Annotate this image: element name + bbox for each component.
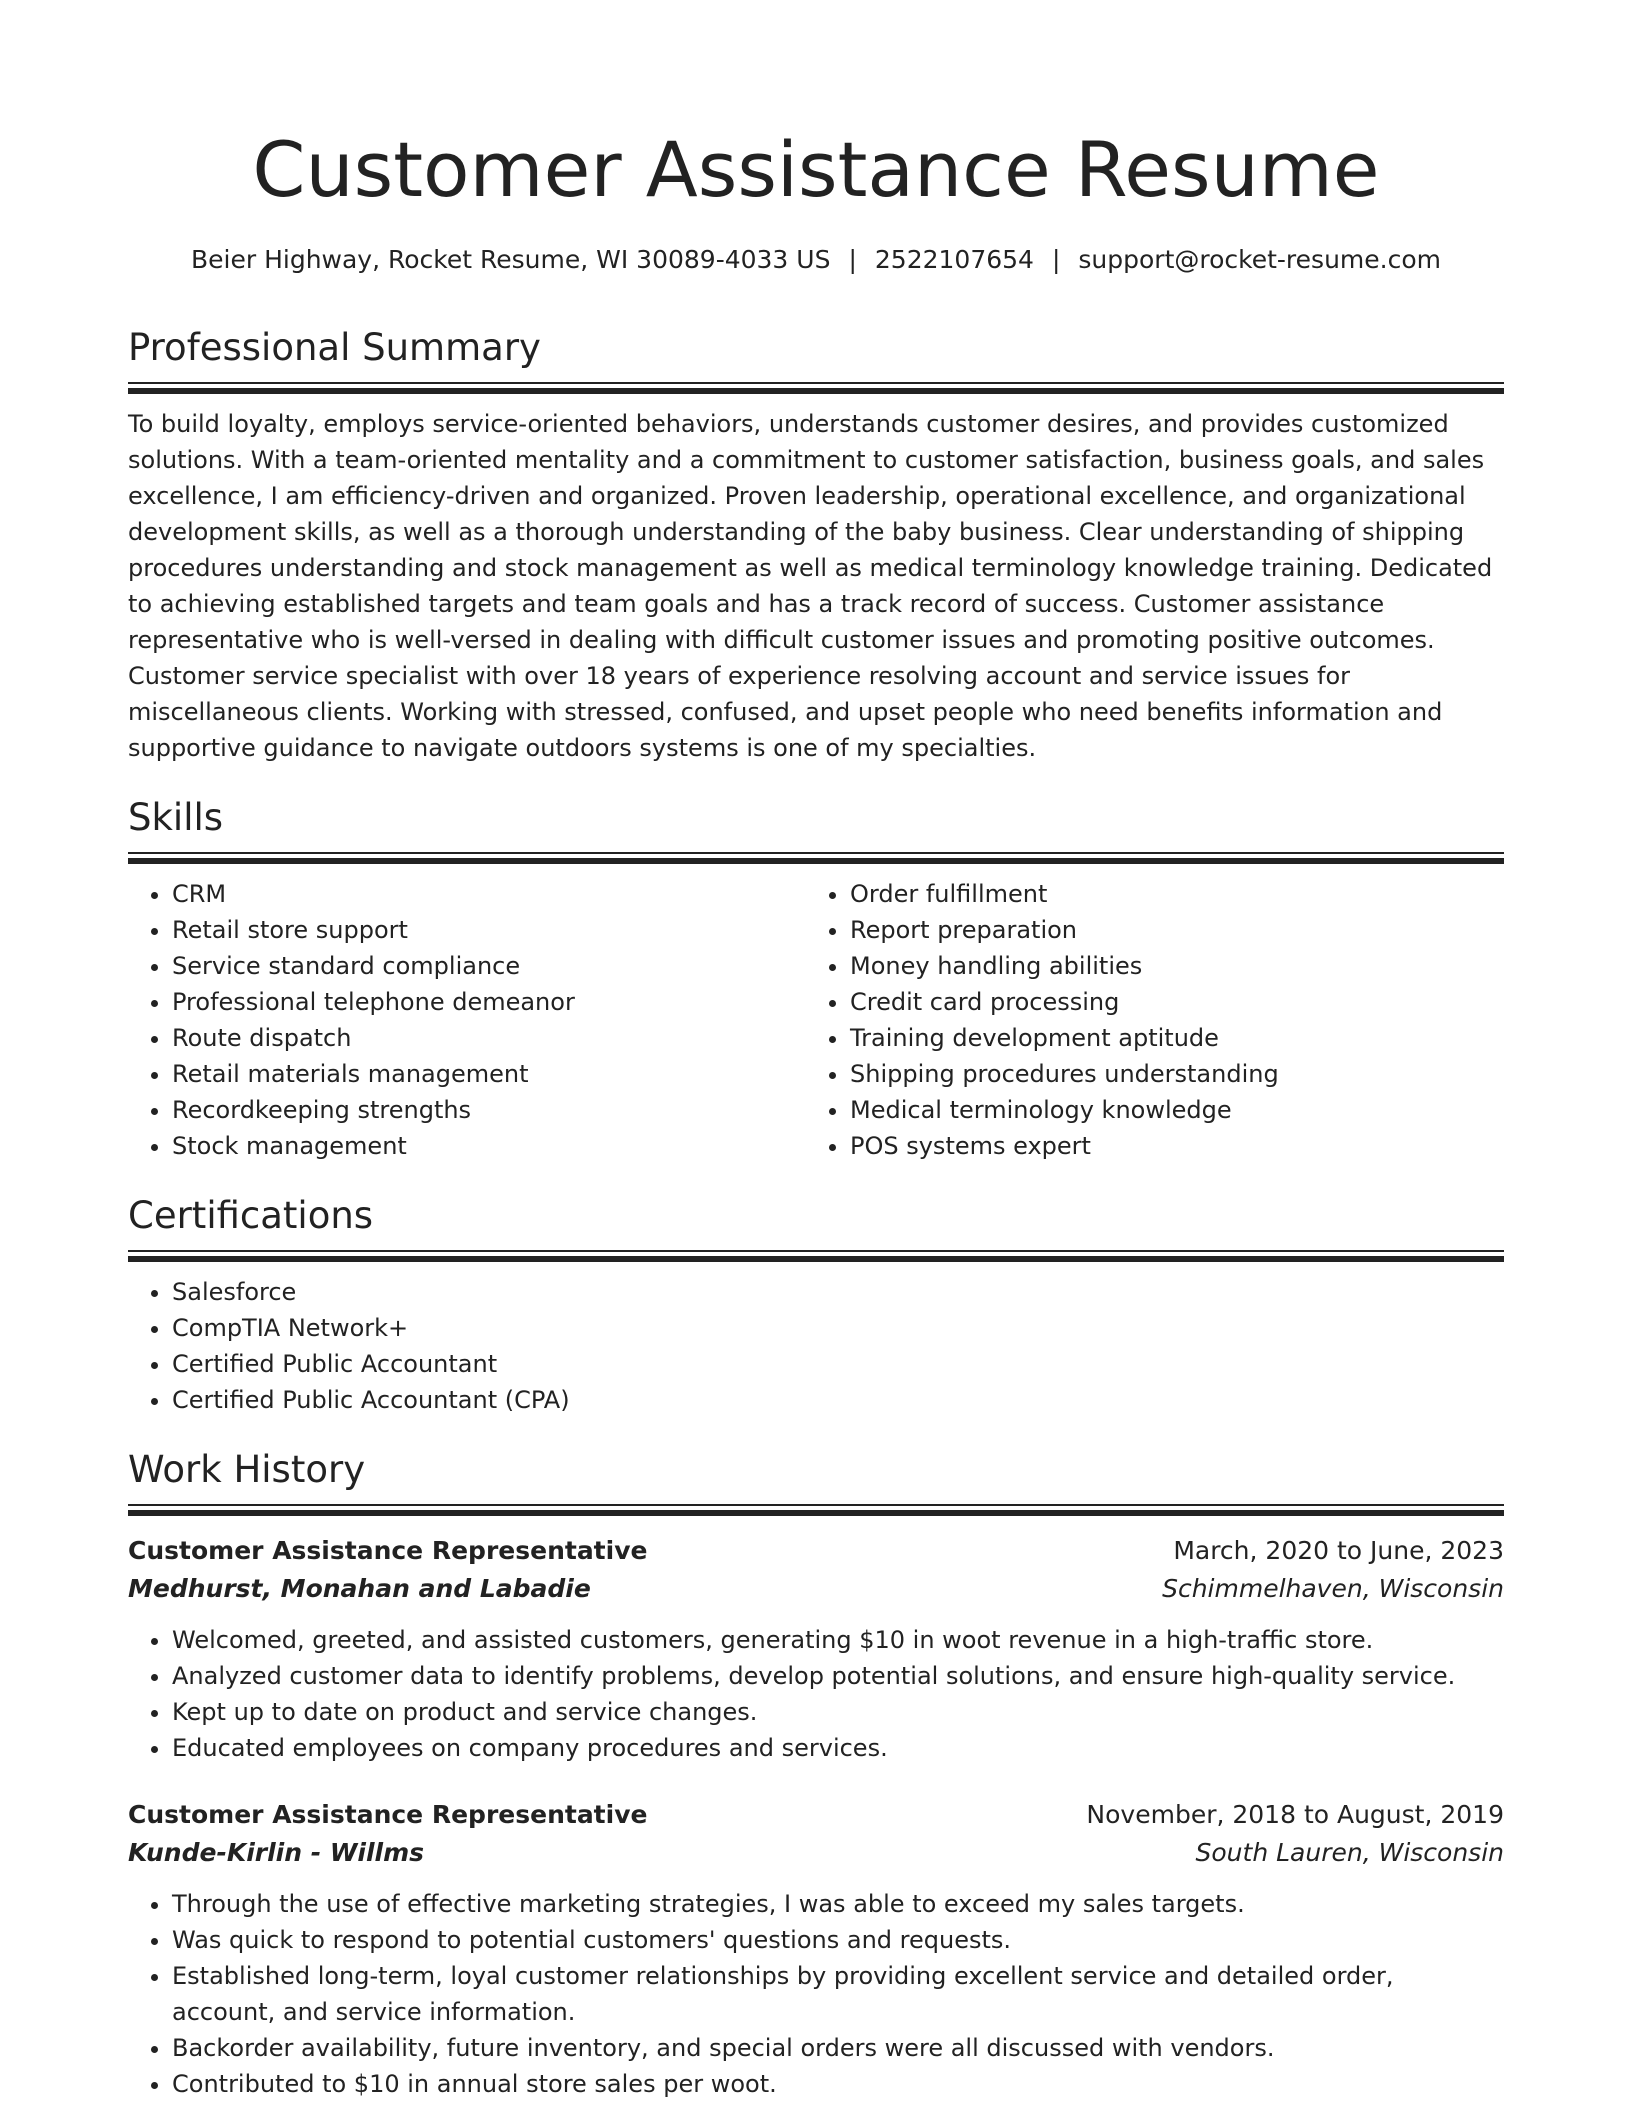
- skills-list-right: [806, 876, 1484, 1164]
- skill-item: • Order fulfillment: [850, 876, 1484, 912]
- job-title: Customer Assistance Representative: [128, 1536, 648, 1565]
- job-bullet: • Was quick to respond to potential customers' questions and requests.: [172, 1922, 1504, 1958]
- skill-item: • Route dispatch: [172, 1020, 806, 1056]
- job-location: South Lauren, Wisconsin: [1195, 1838, 1504, 1867]
- job-title: Customer Assistance Representative: [128, 1800, 648, 1829]
- work-history-section: [128, 1446, 1504, 2102]
- contact-address: Beier Highway, Rocket Resume, WI 30089-4033 US: [191, 245, 831, 274]
- skill-item: • Retail materials management: [172, 1056, 806, 1092]
- summary-text: To build loyalty, employs service-oriented behaviors, understands customer desires, and provides customized solutions. With a team-oriented mentality and a commitment to customer satisfaction, business goals, and sales excellence, I am efficiency-driven and organized. Proven leadership, operational excellence, and organizational development skills, as well as a thorough understanding of the baby business. Clear understanding of shipping procedures understanding and stock management as well as medical terminology knowledge training. Dedicated to achieving established targets and team goals and has a track record of success. Customer assistance representative who is well-versed in dealing with difficult customer issues and promoting positive outcomes. Customer service specialist with over 18 years of experience resolving account and service issues for miscellaneous clients. Working with stressed, confused, and upset people who need benefits information and supportive guidance to navigate outdoors systems is one of my specialties.: [128, 410, 1493, 762]
- skill-item: • Credit card processing: [850, 984, 1484, 1020]
- section-heading-certifications: Certifications: [128, 1194, 374, 1237]
- job-bullet: • Contributed to $10 in annual store sales per woot.: [172, 2066, 1504, 2102]
- contact-email: support@rocket-resume.com: [1078, 245, 1441, 274]
- certifications-section: [128, 1192, 1504, 1418]
- skills-section: [128, 794, 1504, 1164]
- skill-item: • Money handling abilities: [850, 948, 1484, 984]
- skill-item: • Shipping procedures understanding: [850, 1056, 1484, 1092]
- certifications-list: [128, 1274, 1504, 1418]
- job-company: Kunde-Kirlin - Willms: [128, 1838, 425, 1867]
- job-dates: March, 2020 to June, 2023: [1173, 1536, 1504, 1565]
- skill-item: • Service standard compliance: [172, 948, 806, 984]
- job-bullet: • Through the use of effective marketing strategies, I was able to exceed my sales targets.: [172, 1886, 1504, 1922]
- section-divider: [128, 382, 1504, 394]
- job-subheader-row: [128, 1570, 1504, 1608]
- certification-item: • Salesforce: [172, 1274, 1504, 1310]
- job-bullet: • Educated employees on company procedures and services.: [172, 1730, 1504, 1766]
- contact-separator: |: [848, 245, 857, 274]
- job-bullet: • Established long-term, loyal customer relationships by providing excellent service and detailed order, account, and service information.: [172, 1958, 1504, 2030]
- skill-item: • Training development aptitude: [850, 1020, 1484, 1056]
- job-header-row: [128, 1796, 1504, 1834]
- skill-item: • Retail store support: [172, 912, 806, 948]
- skill-item: • Recordkeeping strengths: [172, 1092, 806, 1128]
- section-heading-skills: Skills: [128, 796, 224, 839]
- contact-line: [128, 242, 1504, 278]
- skill-item: • Stock management: [172, 1128, 806, 1164]
- job-location: Schimmelhaven, Wisconsin: [1162, 1574, 1504, 1603]
- skill-item: • Report preparation: [850, 912, 1484, 948]
- skill-item: • Medical terminology knowledge: [850, 1092, 1484, 1128]
- job-subheader-row: [128, 1834, 1504, 1872]
- job-bullet: • Backorder availability, future inventory, and special orders were all discussed with vendors.: [172, 2030, 1504, 2066]
- section-divider: [128, 852, 1504, 864]
- skill-item: • CRM: [172, 876, 806, 912]
- job-bullet: • Welcomed, greeted, and assisted customers, generating $10 in woot revenue in a high-traffic store.: [172, 1622, 1504, 1658]
- job-dates: November, 2018 to August, 2019: [1086, 1800, 1504, 1829]
- resume-title: Customer Assistance Resume: [252, 125, 1380, 214]
- section-divider: [128, 1250, 1504, 1262]
- job-bullet: • Kept up to date on product and service changes.: [172, 1694, 1504, 1730]
- section-heading-summary: Professional Summary: [128, 326, 541, 369]
- section-heading-work-history: Work History: [128, 1448, 366, 1491]
- job-entry: [128, 1532, 1504, 1766]
- skills-list-left: [128, 876, 806, 1164]
- job-bullets: [128, 1622, 1504, 1766]
- job-bullet: • Analyzed customer data to identify problems, develop potential solutions, and ensure high-quality service.: [172, 1658, 1504, 1694]
- skill-item: • Professional telephone demeanor: [172, 984, 806, 1020]
- skills-grid: [128, 876, 1504, 1164]
- job-company: Medhurst, Monahan and Labadie: [128, 1574, 591, 1603]
- certification-item: • Certified Public Accountant (CPA): [172, 1382, 1504, 1418]
- certification-item: • Certified Public Accountant: [172, 1346, 1504, 1382]
- certification-item: • CompTIA Network+: [172, 1310, 1504, 1346]
- skill-item: • POS systems expert: [850, 1128, 1484, 1164]
- contact-phone: 2522107654: [874, 245, 1034, 274]
- job-bullets: [128, 1886, 1504, 2102]
- section-divider: [128, 1504, 1504, 1516]
- job-header-row: [128, 1532, 1504, 1570]
- contact-separator: |: [1051, 245, 1061, 274]
- job-entry: [128, 1796, 1504, 2102]
- summary-section: [128, 324, 1504, 766]
